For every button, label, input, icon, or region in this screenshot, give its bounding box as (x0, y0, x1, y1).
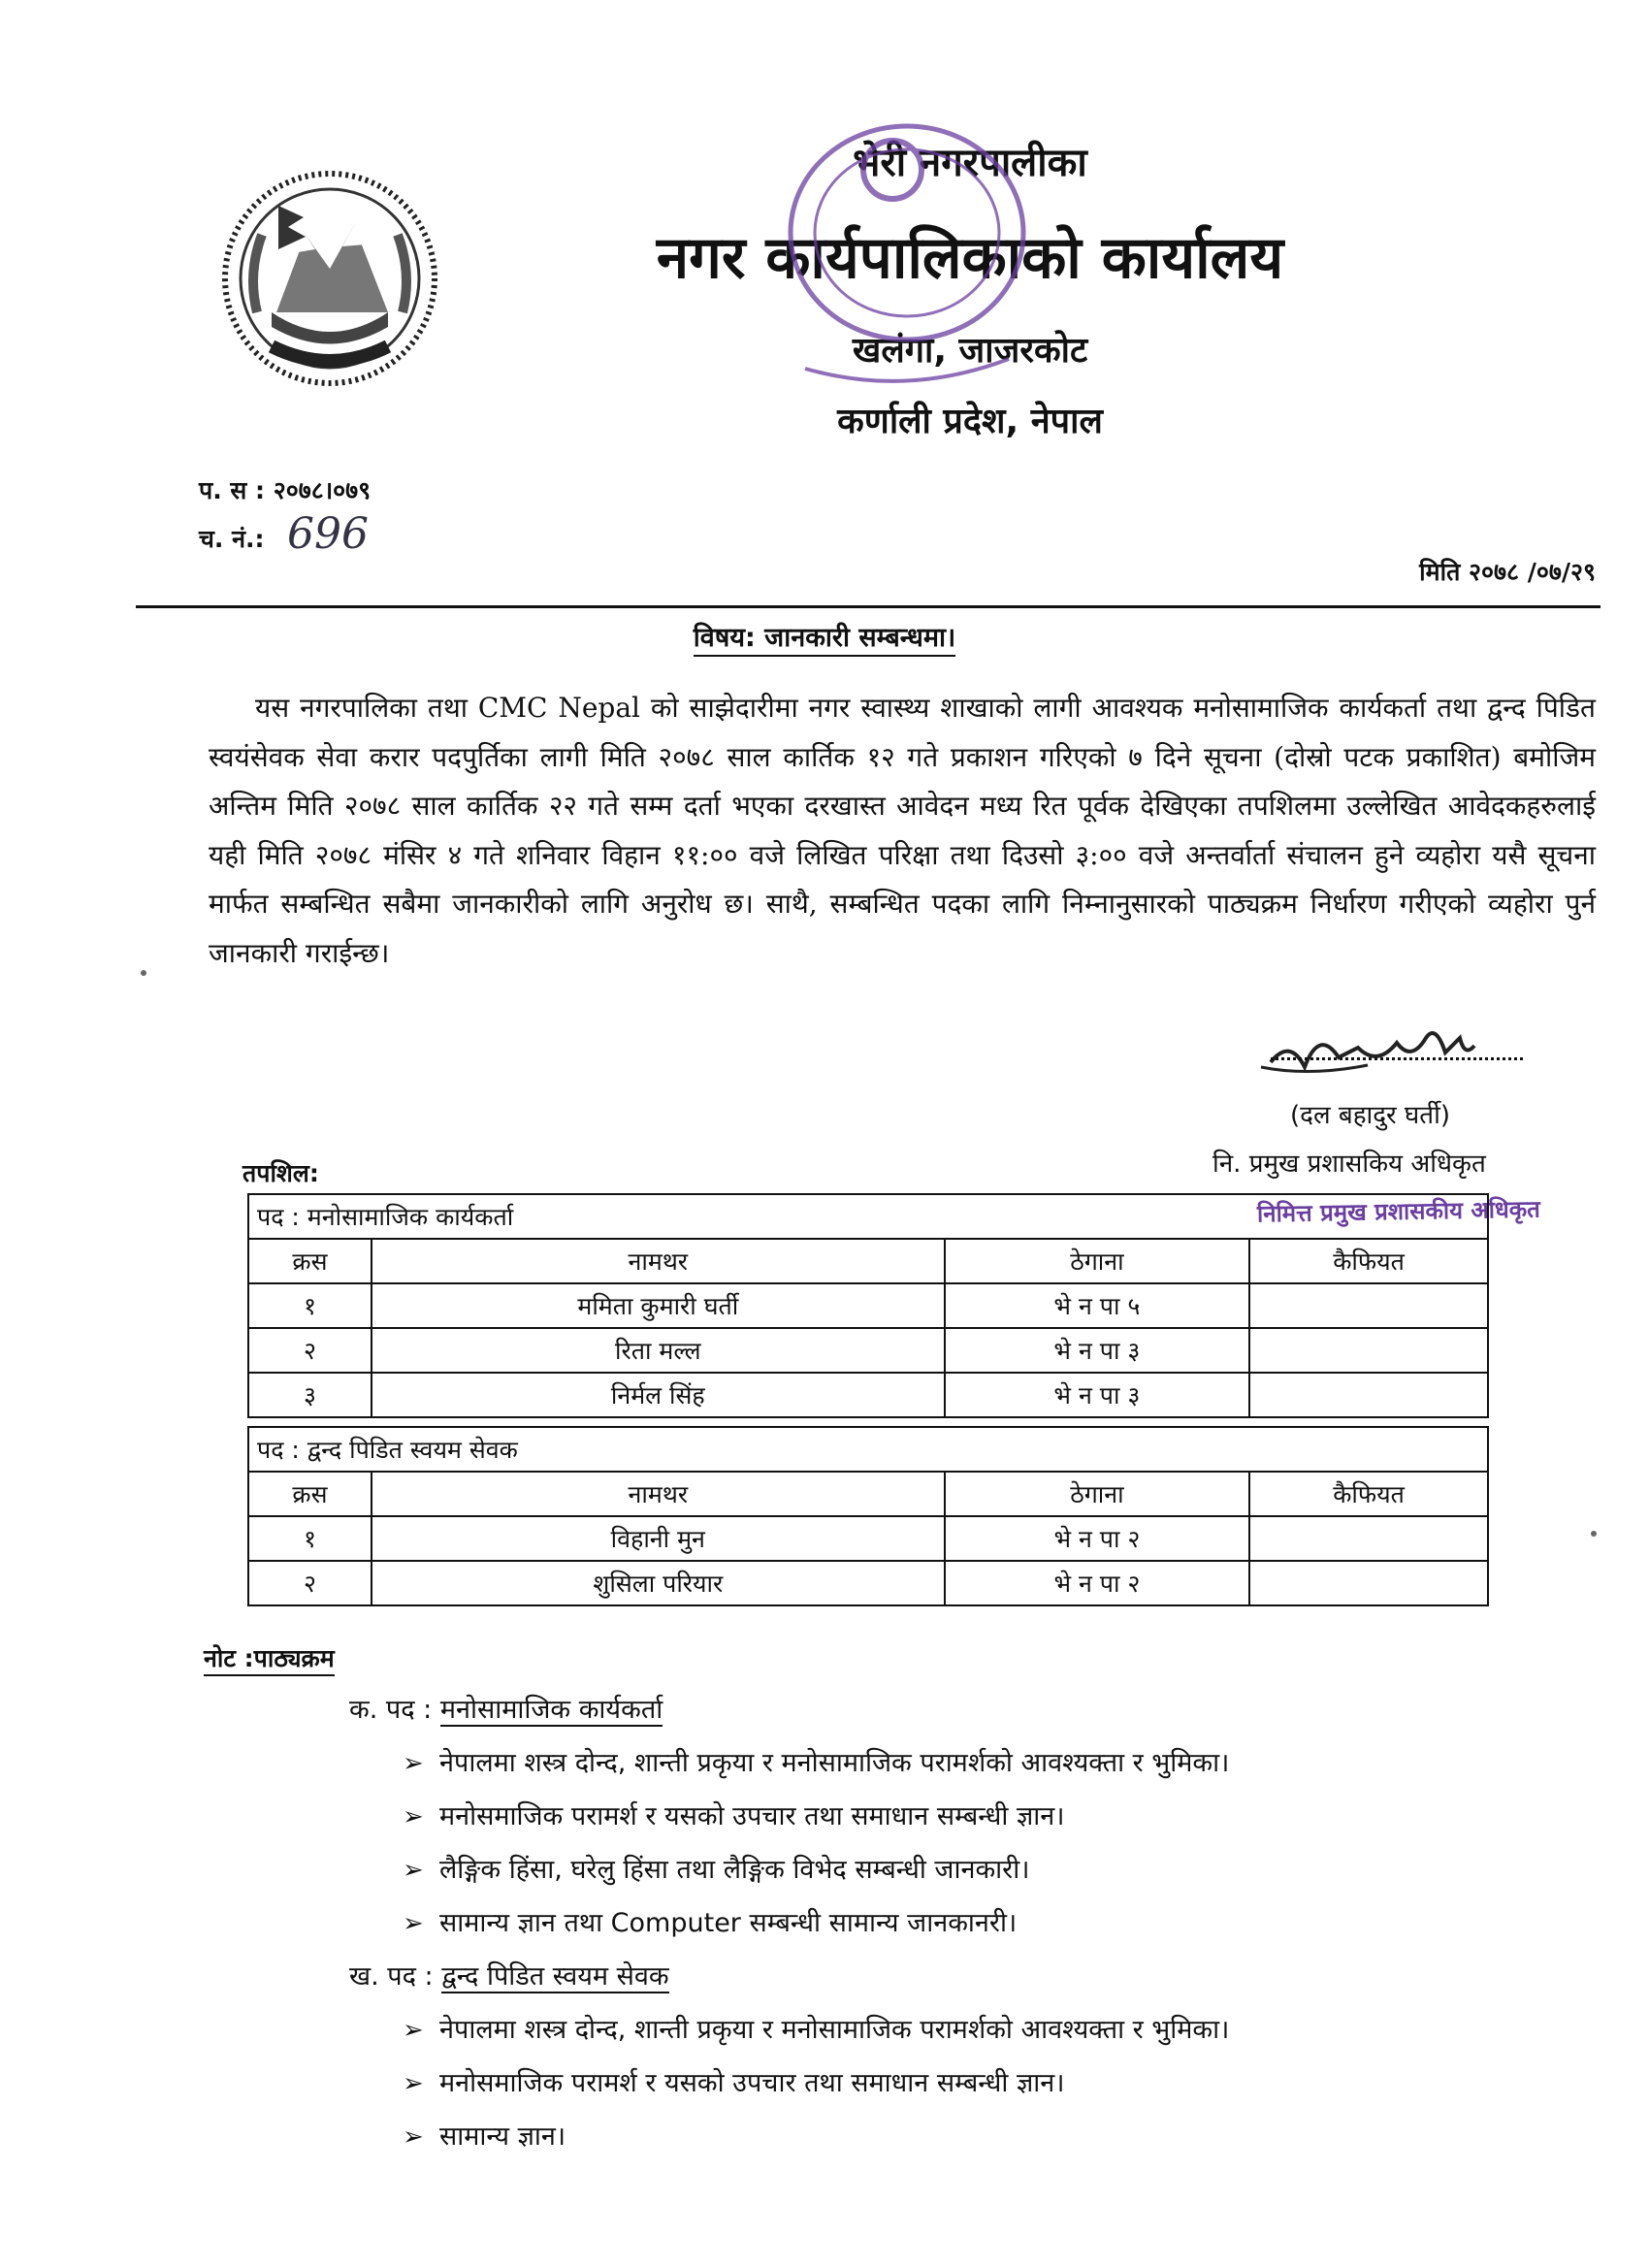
arrow-bullet-icon: ➢ (403, 1909, 424, 1938)
col-header-remarks: कैफियत (1249, 1239, 1488, 1283)
cell-remarks (1249, 1328, 1488, 1373)
list-item-text: लैङ्गिक हिंसा, घरेलु हिंसा तथा लैङ्गिक विभेद सम्बन्धी जानकारी। (439, 1855, 1030, 1885)
col-header-sn: क्रस (248, 1239, 372, 1283)
handwritten-signature-icon (1251, 1009, 1542, 1096)
cell-address: भे न पा २ (945, 1516, 1250, 1561)
signatory-title: नि. प्रमुख प्रशासकिय अधिकृत (1212, 1150, 1486, 1179)
table-header-row (248, 1239, 1488, 1283)
cell-sn: २ (248, 1561, 372, 1605)
list-item-text: सामान्य ज्ञान तथा Computer सम्बन्धी सामान्य जानकानरी। (439, 1908, 1018, 1938)
arrow-bullet-icon: ➢ (403, 2122, 424, 2152)
scan-speck (1591, 1531, 1597, 1537)
section-kha-heading (349, 1957, 669, 1993)
header-divider (136, 605, 1600, 608)
letter-date: मिति २०७८ /०७/२९ (1419, 558, 1596, 586)
arrow-bullet-icon: ➢ (403, 2069, 424, 2098)
list-item (403, 2117, 566, 2153)
cell-sn: २ (248, 1328, 372, 1373)
col-header-remarks: कैफियत (1249, 1472, 1488, 1516)
table-row (248, 1373, 1488, 1417)
list-item-text: नेपालमा शस्त्र दोन्द, शान्ती प्रकृया र मनोसामाजिक परामर्शको आवश्यक्ता र भुमिका। (439, 2015, 1230, 2045)
candidates-table-conflict-victim (247, 1426, 1489, 1606)
list-item (403, 1903, 1017, 1939)
arrow-bullet-icon: ➢ (403, 1856, 424, 1885)
col-header-name: नामथर (372, 1239, 945, 1283)
cell-remarks (1249, 1561, 1488, 1605)
signatory-name: (दल बहादुर घर्ती) (1290, 1101, 1450, 1130)
section-title: मनोसामाजिक कार्यकर्ता (439, 1695, 663, 1725)
candidates-table-psychosocial (247, 1193, 1489, 1418)
cell-name: शुसिला परियार (372, 1561, 945, 1605)
cell-remarks (1249, 1283, 1488, 1328)
province-country: कर्णाली प्रदेश, नेपाल (837, 402, 1103, 441)
arrow-bullet-icon: ➢ (403, 1749, 424, 1778)
cell-address: भे न पा ३ (945, 1328, 1250, 1373)
reference-number: प. स : २०७८।०७९ (199, 476, 372, 504)
signature-line (1271, 1057, 1523, 1060)
table-row (248, 1561, 1488, 1605)
office-name: नगर कार्यपालिकाको कार्यालय (656, 224, 1284, 292)
table-post-row (248, 1427, 1488, 1472)
table-row (248, 1328, 1488, 1373)
cell-name: विहानी मुन (372, 1516, 945, 1561)
cell-address: भे न पा २ (945, 1561, 1250, 1605)
col-header-name: नामथर (372, 1472, 945, 1516)
table-post-row (248, 1194, 1488, 1239)
list-item-text: सामान्य ज्ञान। (439, 2122, 566, 2152)
col-header-address: ठेगाना (945, 1239, 1250, 1283)
arrow-bullet-icon: ➢ (403, 2016, 424, 2045)
subject-text: विषय: जानकारी सम्बन्धमा। (694, 623, 956, 657)
cell-remarks (1249, 1516, 1488, 1561)
cell-name: ममिता कुमारी घर्ती (372, 1283, 945, 1328)
table-header-row (248, 1472, 1488, 1516)
cell-sn: ३ (248, 1373, 372, 1417)
col-header-sn: क्रस (248, 1472, 372, 1516)
office-seal-stamp-icon (747, 116, 1067, 407)
cell-name: निर्मल सिंह (372, 1373, 945, 1417)
section-title: द्वन्द पिडित स्वयम सेवक (441, 1961, 669, 1992)
list-item (403, 1743, 1229, 1779)
list-item-text: मनोसमाजिक परामर्श र यसको उपचार तथा समाधान सम्बन्धी ज्ञान। (439, 1801, 1065, 1831)
scan-speck (141, 970, 146, 976)
cell-sn: १ (248, 1516, 372, 1561)
arrow-bullet-icon: ➢ (403, 1802, 424, 1831)
body-paragraph: यस नगरपालिका तथा CMC Nepal को साझेदारीमा नगर स्वास्थ्य शाखाको लागी आवश्यक मनोसामाजिक कार्यकर्ता तथा द्वन्द पिडित स्वयंसेवक सेवा करार पदपुर्तिका लागी मिति २०७८ साल कार्तिक १२ गते प्रकाशन गरिएको ७ दिने सूचना (दोस्रो पटक प्रकाशित) बमोजिम अन्तिम मिति २०७८ साल कार्तिक २२ गते सम्म दर्ता भएका दरखास्त आवेदन मध्य रित पूर्वक देखिएका तपशिलमा उल्लेखित आवेदकहरुलाई यही मिति २०७८ मंसिर ४ गते शनिवार विहान ११:०० वजे लिखित परिक्षा तथा दिउसो ३:०० वजे अन्तर्वार्ता संचालन हुने व्यहोरा यसै सूचना मार्फत सम्बन्धित सबैमा जानकारीको लागि अनुरोध छ। साथै, सम्बन्धित पदका लागि निम्नानुसारको पाठ्यक्रम निर्धारण गरीएको व्यहोरा पुर्न जानकारी गराईन्छ। (209, 692, 1596, 969)
chalan-label: च. नं.: (199, 525, 265, 553)
cell-remarks (1249, 1373, 1488, 1417)
cell-sn: १ (248, 1283, 372, 1328)
list-item (403, 1850, 1029, 1886)
list-item (403, 2063, 1064, 2099)
chalan-number: 696 (287, 509, 369, 559)
cell-name: रिता मल्ल (372, 1328, 945, 1373)
section-prefix: ख. पद : (349, 1961, 442, 1992)
table-row (248, 1516, 1488, 1561)
list-item (403, 1797, 1064, 1832)
subject-line (0, 618, 1649, 654)
col-header-address: ठेगाना (945, 1472, 1250, 1516)
office-location: खलंगा, जाजरकोट (852, 331, 1088, 371)
table-row (248, 1283, 1488, 1328)
designation-stamp: निमित्त प्रमुख प्रशासकीय अधिकृत (1256, 1195, 1541, 1228)
list-item-text: मनोसमाजिक परामर्श र यसको उपचार तथा समाधान सम्बन्धी ज्ञान। (439, 2068, 1065, 2098)
post-title: पद : मनोसामाजिक कार्यकर्ता (248, 1194, 1488, 1239)
post-title: पद : द्वन्द पिडित स्वयम सेवक (248, 1427, 1488, 1472)
municipality-name: भेरी नगरपालीका (853, 141, 1087, 185)
section-prefix: क. पद : (349, 1695, 440, 1725)
note-label: नोट :पाठ्यक्रम (204, 1641, 335, 1676)
tapasil-label: तपशिल: (242, 1159, 319, 1187)
list-item-text: नेपालमा शस्त्र दोन्द, शान्ती प्रकृया र मनोसामाजिक परामर्शको आवश्यक्ता र भुमिका। (439, 1748, 1230, 1778)
cell-address: भे न पा ५ (945, 1283, 1250, 1328)
list-item (403, 2010, 1229, 2046)
cell-address: भे न पा ३ (945, 1373, 1250, 1417)
section-ka-heading (349, 1690, 663, 1726)
